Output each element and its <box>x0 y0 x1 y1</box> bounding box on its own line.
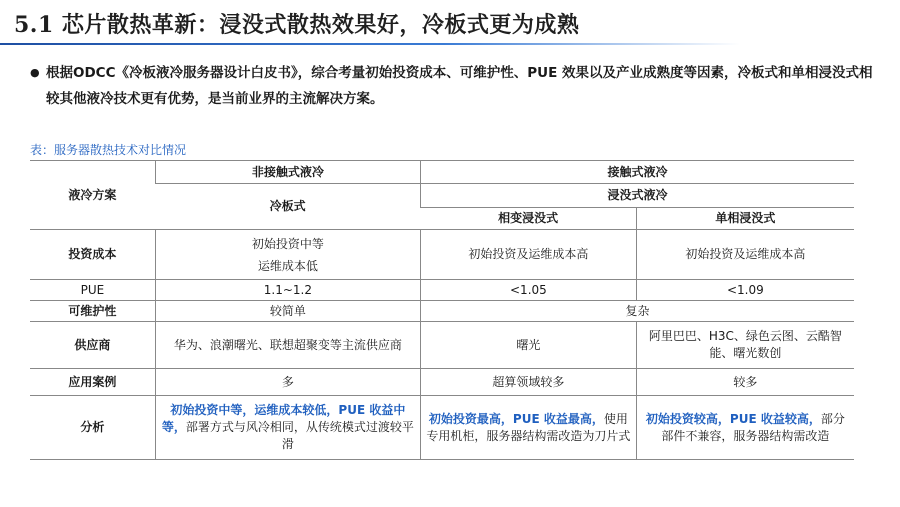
cell-maintain-immersion: 复杂 <box>421 301 854 322</box>
page-title: 5.1 芯片散热革新：浸没式散热效果好，冷板式更为成熟 <box>14 12 580 38</box>
cell-supplier-single-phase: 阿里巴巴、H3C、绿色云图、云酷智能、曙光数创 <box>636 322 854 369</box>
table-row <box>30 396 854 460</box>
cell-pue-single-phase: <1.09 <box>636 280 854 301</box>
cell-analysis-phase-change <box>421 396 637 460</box>
title-bar <box>0 0 900 46</box>
header-non-contact: 非接触式液冷 <box>155 161 420 184</box>
cell-cost-cold-plate <box>155 230 420 280</box>
table-row <box>30 301 854 322</box>
table-row <box>30 369 854 396</box>
cell-supplier-cold-plate: 华为、浪潮曙光、联想超聚变等主流供应商 <box>155 322 420 369</box>
analysis-highlight: 初始投资较高，PUE 收益较高， <box>645 411 821 426</box>
table-row <box>30 280 854 301</box>
analysis-text: 使用专用机柜，服务器结构需改造为刀片式 <box>426 411 631 443</box>
header-scheme-label: 液冷方案 <box>30 161 155 230</box>
comparison-table <box>30 160 854 460</box>
header-cold-plate: 冷板式 <box>155 184 420 230</box>
table-header-row <box>30 161 854 184</box>
table-caption: 表：服务器散热技术对比情况 <box>30 143 187 157</box>
analysis-highlight: 初始投资中等，运维成本较低，PUE 收益中等， <box>161 403 406 434</box>
cell-analysis-cold-plate <box>155 396 420 460</box>
cell-cost-phase-change: 初始投资及运维成本高 <box>421 230 637 280</box>
title-underline <box>0 43 740 45</box>
row-label-analysis: 分析 <box>30 396 155 460</box>
cell-cost-single-phase: 初始投资及运维成本高 <box>636 230 854 280</box>
header-immersion: 浸没式液冷 <box>421 184 854 208</box>
table-row <box>30 230 854 280</box>
header-contact: 接触式液冷 <box>421 161 854 184</box>
cell-pue-phase-change: <1.05 <box>421 280 637 301</box>
bullet-text: 根据ODCC《冷板液冷服务器设计白皮书》，综合考量初始投资成本、可维护性、PUE 效果以及产业成熟度等因素，冷板式和单相浸没式相较其他液冷技术更有优势，是当前业界的主流解决方案。 <box>46 65 873 107</box>
analysis-text: 部分部件不兼容，服务器结构需改造 <box>661 411 845 443</box>
cell-text: 运维成本低 <box>257 258 318 273</box>
cell-cases-phase-change: 超算领域较多 <box>421 369 637 396</box>
row-label-cost: 投资成本 <box>30 230 155 280</box>
row-label-supplier: 供应商 <box>30 322 155 369</box>
table-row <box>30 322 854 369</box>
header-phase-change: 相变浸没式 <box>421 208 637 230</box>
cell-supplier-phase-change: 曙光 <box>421 322 637 369</box>
row-label-cases: 应用案例 <box>30 369 155 396</box>
cell-pue-cold-plate: 1.1~1.2 <box>155 280 420 301</box>
row-label-maintain: 可维护性 <box>30 301 155 322</box>
analysis-text: 部署方式与风冷相同，从传统模式过渡较平滑 <box>185 420 414 451</box>
bullet-dot-icon: ● <box>30 66 40 79</box>
row-label-pue: PUE <box>30 280 155 301</box>
cell-cases-cold-plate: 多 <box>155 369 420 396</box>
cell-cases-single-phase: 较多 <box>636 369 854 396</box>
cell-analysis-single-phase <box>636 396 854 460</box>
analysis-highlight: 初始投资最高，PUE 收益最高， <box>428 411 604 426</box>
bullet-paragraph <box>22 60 877 112</box>
header-single-phase: 单相浸没式 <box>636 208 854 230</box>
cell-text: 初始投资中等 <box>251 236 324 251</box>
cell-maintain-cold-plate: 较简单 <box>155 301 420 322</box>
